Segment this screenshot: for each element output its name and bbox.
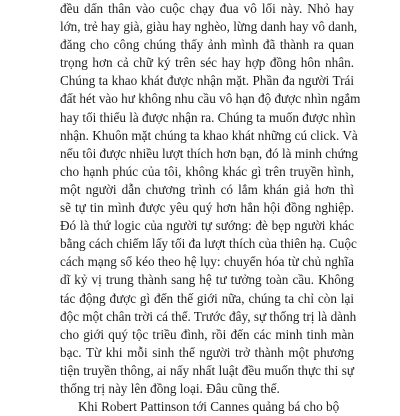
text-line: đất hét vào hư không nhu cầu vô hạn độ được nhìn ngắm [60,91,361,107]
text-line: lớn, trẻ hay già, giàu hay nghèo, lừng danh hay vô danh, [60,19,358,35]
text-line: sẽ tự tin mình được yêu quý hơn hẳn hội đồng nghiệp. [60,200,354,216]
text-line: đăng cho công chúng thấy ảnh mình đã thành ra quan [60,37,354,53]
text-line: Chúng ta khao khát được nhận mặt. Phần đa người Trái [60,73,354,89]
text-line: cho hạnh phúc của tôi, không khác gì trên truyền hình, [60,163,354,179]
text-line: dĩ kỷ vị trung thành sang hệ tư tưởng toàn cầu. Không [60,272,354,288]
text-line: trọng hơn cả chữ ký trên séc hay hợp đồng hôn nhân. [60,55,354,71]
text-line: đều dấn thân vào cuộc chạy đua vô lối này. Nhỏ hay [60,1,354,16]
text-line: cho giới quý tộc triều đình, rồi đến các minh tinh màn [60,326,354,342]
text-line: bạc. Từ khi mỗi sinh thể người trở thành một phương [60,344,354,360]
text-line: hay tối thiểu là được nhận ra. Chúng ta muốn được nhìn [60,109,356,125]
text-line: độc một chân trời cá thể. Trước đây, sự thống trị là dành [60,308,357,324]
paragraph-last-line: thống trị này lên đồng loại. Đâu cũng thế. [60,380,280,396]
text-line: bằng cách chiếm lấy tối đa lượt thích của thiên hạ. Cuộc [60,236,357,252]
text-line: tác động được gì đến thế giới nữa, chúng ta chỉ còn lại [60,290,354,306]
text-line: Đó là thứ logic của người tự sướng: đè bẹp người khác [60,218,354,234]
text-line: cách mạng số kéo theo hệ lụy: chuyển hóa từ chủ nghĩa [60,254,354,270]
text-line: một người dẫn chương trình có lắm khán giả hơn thì [60,181,354,197]
next-paragraph-first-line: Khi Robert Pattinson tới Cannes quảng bá cho bộ [78,399,340,415]
text-line: nhận. Khuôn mặt chúng ta khao khát những cú click. Và [60,127,358,143]
body-text [60,0,361,416]
text-line: tiện truyền thông, ai nấy nhất luật đều muốn thực thi sự [60,362,354,378]
text-line: nếu tôi được nhiều lượt thích hơn bạn, đó là minh chứng [60,145,359,161]
